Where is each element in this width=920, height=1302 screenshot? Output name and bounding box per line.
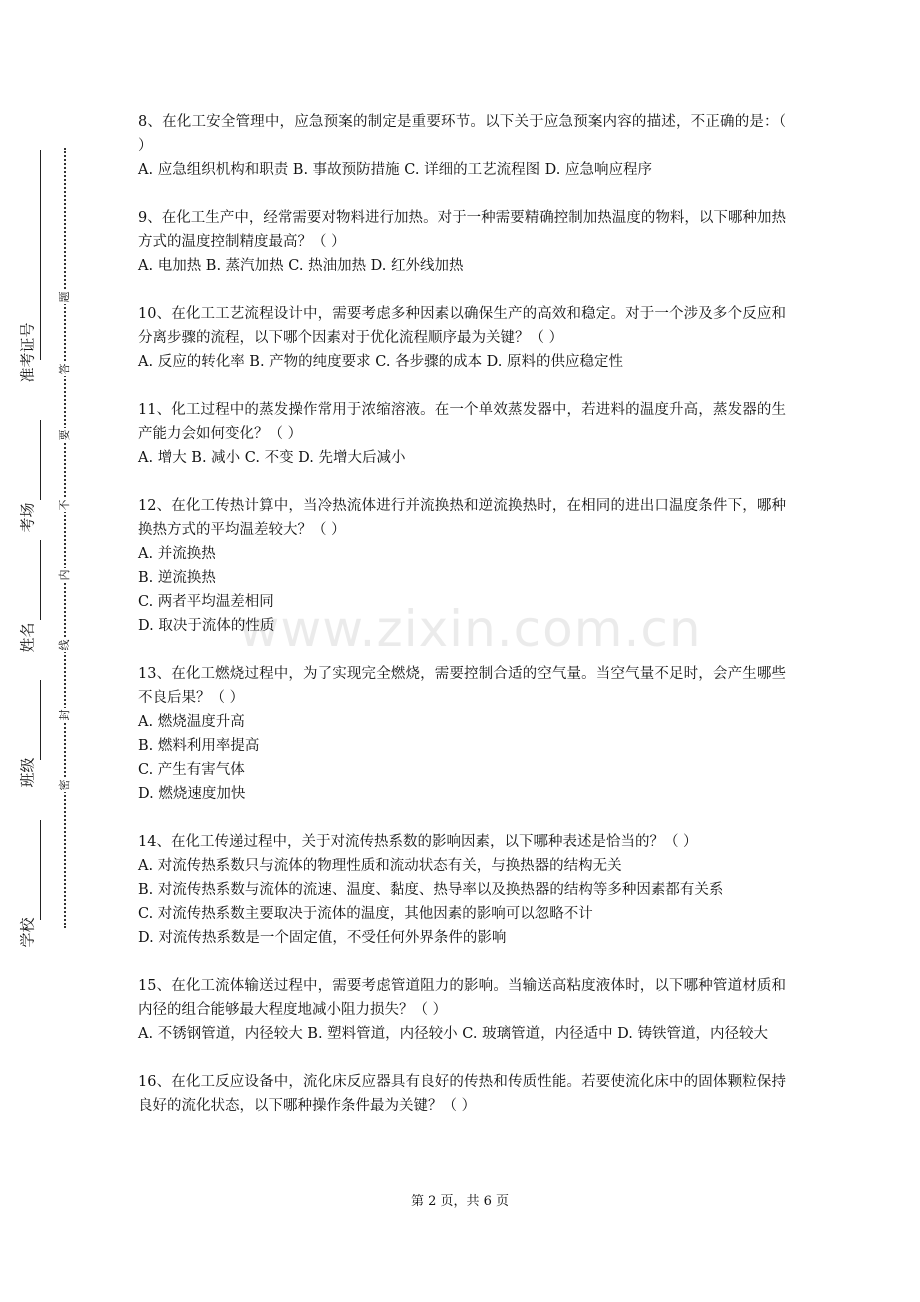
option-d: D. 燃烧速度加快 <box>138 786 246 802</box>
question-stem: 9、在化工生产中，经常需要对物料进行加热。对于一种需要精确控制加热温度的物料，以下哪种加热方式的温度控制精度最高？（ ） <box>138 210 786 250</box>
question-options: A. 电加热 B. 蒸汽加热 C. 热油加热 D. 红外线加热 <box>138 258 464 274</box>
option-c: C. 两者平均温差相同 <box>138 594 274 610</box>
name-rule <box>40 540 41 620</box>
question-9 <box>138 206 786 278</box>
seal-dotted-line <box>64 148 66 928</box>
question-stem: 16、在化工反应设备中，流化床反应器具有良好的传热和传质性能。若要使流化床中的固体颗粒保持良好的流化状态，以下哪种操作条件最为关键？（ ） <box>138 1074 786 1114</box>
question-stem: 14、在化工传递过程中，关于对流传热系数的影响因素，以下哪种表述是恰当的？（ ） <box>138 834 698 850</box>
seal-char: 封 <box>58 709 71 721</box>
seal-char: 要 <box>58 429 71 441</box>
name-label: 姓名 <box>18 622 37 653</box>
exam-room-label: 考场 <box>18 502 37 533</box>
question-stem: 8、在化工安全管理中，应急预案的制定是重要环节。以下关于应急预案内容的描述，不正确的是：（ ） <box>138 114 786 154</box>
question-stem: 10、在化工工艺流程设计中，需要考虑多种因素以确保生产的高效和稳定。对于一个涉及多个反应和分离步骤的流程，以下哪个因素对于优化流程顺序最为关键？（ ） <box>138 306 786 346</box>
school-label: 学校 <box>18 917 37 948</box>
seal-char: 内 <box>58 569 71 581</box>
option-a: A. 对流传热系数只与流体的物理性质和流动状态有关，与换热器的结构无关 <box>138 858 622 874</box>
question-15 <box>138 974 786 1046</box>
question-stem: 13、在化工燃烧过程中，为了实现完全燃烧，需要控制合适的空气量。当空气量不足时，会产生哪些不良后果？（ ） <box>138 666 786 706</box>
option-a: A. 燃烧温度升高 <box>138 714 245 730</box>
binding-margin <box>0 0 100 1302</box>
exam-number-rule <box>40 150 41 360</box>
option-c: C. 对流传热系数主要取决于流体的温度，其他因素的影响可以忽略不计 <box>138 906 593 922</box>
question-options: A. 不锈钢管道，内径较大 B. 塑料管道，内径较小 C. 玻璃管道，内径适中 D. 铸铁管道，内径较大 <box>138 1026 769 1042</box>
seal-char: 不 <box>58 499 71 511</box>
option-c: C. 产生有害气体 <box>138 762 245 778</box>
option-b: B. 逆流换热 <box>138 570 216 586</box>
question-options: A. 反应的转化率 B. 产物的纯度要求 C. 各步骤的成本 D. 原料的供应稳定性 <box>138 354 624 370</box>
exam-number-label: 准考证号 <box>18 322 37 383</box>
class-label: 班级 <box>18 757 37 788</box>
seal-char: 线 <box>58 639 71 651</box>
page-footer: 第 2 页，共 6 页 <box>410 1194 510 1209</box>
option-d: D. 取决于流体的性质 <box>138 618 275 634</box>
question-11 <box>138 398 786 470</box>
seal-char: 题 <box>58 291 71 303</box>
watermark: www.zixin.com.cn <box>238 600 702 658</box>
exam-room-rule <box>40 420 41 500</box>
question-stem: 12、在化工传热计算中，当冷热流体进行并流换热和逆流换热时，在相同的进出口温度条件下，哪种换热方式的平均温差较大？（ ） <box>138 498 786 538</box>
question-stem: 15、在化工流体输送过程中，需要考虑管道阻力的影响。当输送高粘度液体时，以下哪种管道材质和内径的组合能够最大程度地减小阻力损失？（ ） <box>138 978 786 1018</box>
option-a: A. 并流换热 <box>138 546 216 562</box>
seal-char: 答 <box>58 363 71 375</box>
question-14 <box>138 830 786 950</box>
school-rule <box>40 820 41 920</box>
option-b: B. 对流传热系数与流体的流速、温度、黏度、热导率以及换热器的结构等多种因素都有关系 <box>138 882 724 898</box>
question-options: A. 增大 B. 减小 C. 不变 D. 先增大后减小 <box>138 450 406 466</box>
seal-char: 密 <box>58 779 71 791</box>
question-8 <box>138 110 786 182</box>
option-b: B. 燃料利用率提高 <box>138 738 260 754</box>
question-10 <box>138 302 786 374</box>
question-stem: 11、化工过程中的蒸发操作常用于浓缩溶液。在一个单效蒸发器中，若进料的温度升高，蒸发器的生产能力会如何变化？（ ） <box>138 402 786 442</box>
question-options: A. 应急组织机构和职责 B. 事故预防措施 C. 详细的工艺流程图 D. 应急响应程序 <box>138 162 653 178</box>
option-d: D. 对流传热系数是一个固定值，不受任何外界条件的影响 <box>138 930 507 946</box>
question-16 <box>138 1070 786 1118</box>
class-rule <box>40 680 41 760</box>
question-13 <box>138 662 786 806</box>
